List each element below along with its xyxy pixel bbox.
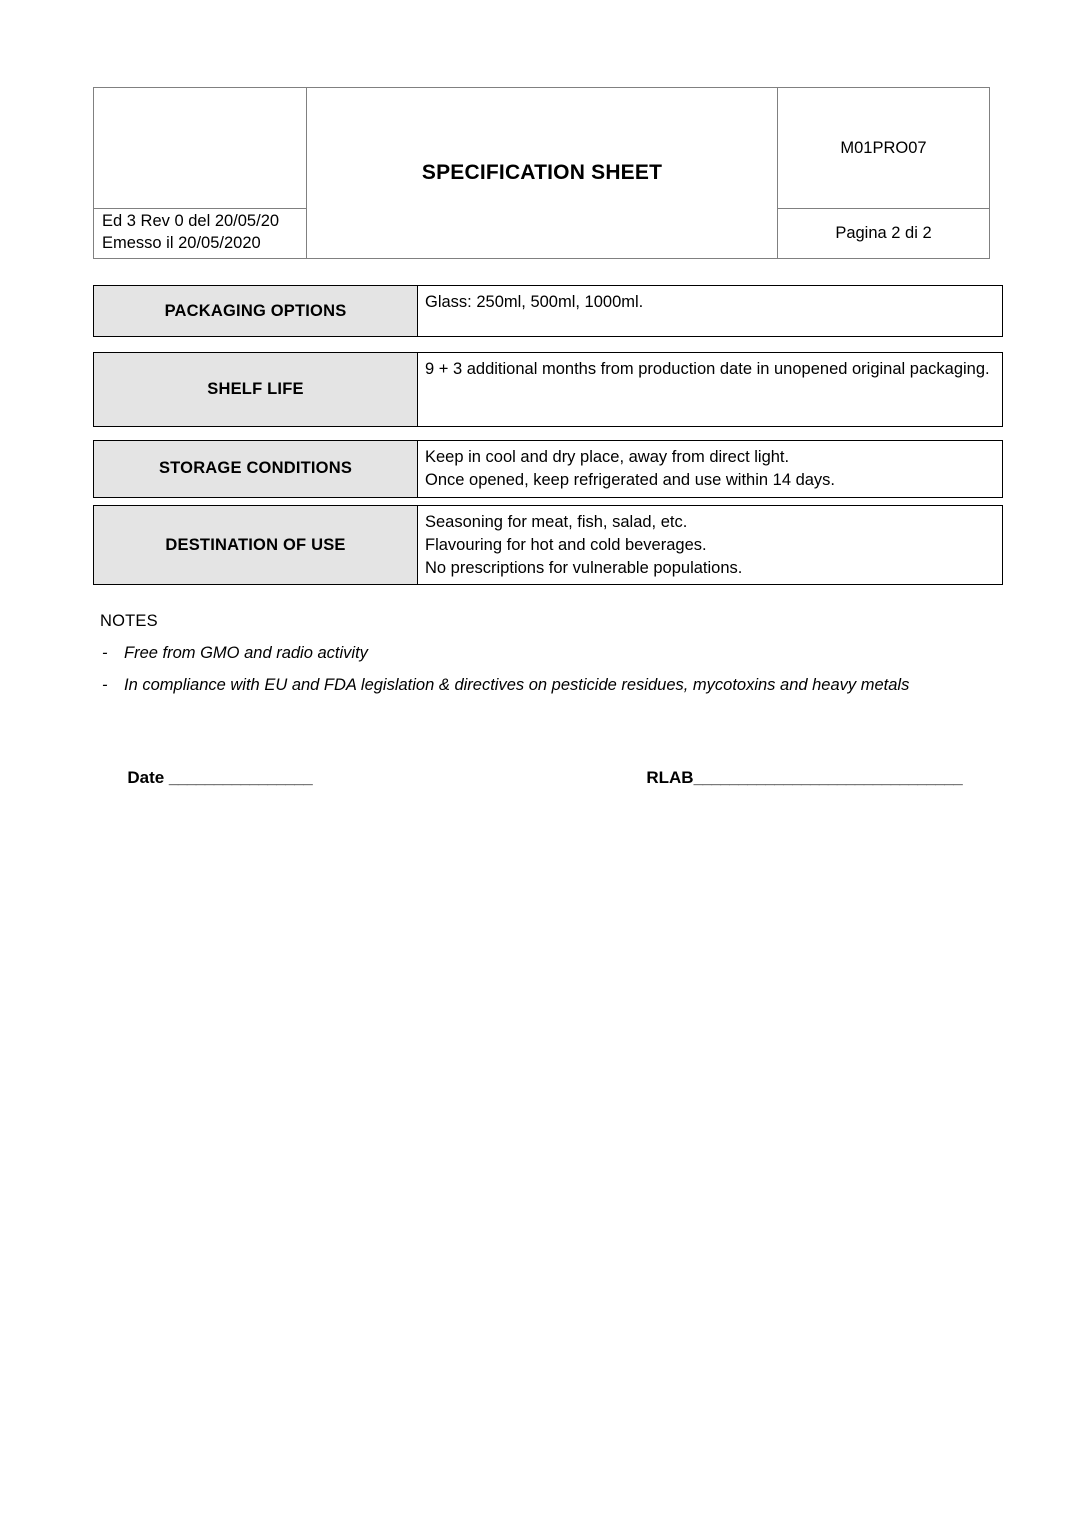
header-edition-cell xyxy=(94,209,307,259)
spec-value-destination-of-use xyxy=(418,506,1003,585)
spec-text-line: 9 + 3 additional months from production date in unopened original packaging. xyxy=(425,360,990,378)
spec-label-destination-of-use: DESTINATION OF USE xyxy=(94,506,418,585)
page-number-label: Pagina 2 di 2 xyxy=(835,224,932,242)
rlab-signature-field xyxy=(618,748,962,808)
note-text: Free from GMO and radio activity xyxy=(124,644,368,662)
spec-text-line: Glass: 250ml, 500ml, 1000ml. xyxy=(425,293,644,311)
spec-row-destination-of-use xyxy=(93,505,1003,585)
spec-row-storage-conditions xyxy=(93,440,1003,498)
note-text: In compliance with EU and FDA legislation & directives on pesticide residues, mycotoxins and heavy metals xyxy=(124,676,910,695)
spec-row-packaging-options xyxy=(93,285,1003,337)
note-list-item xyxy=(100,674,986,697)
spec-label-packaging-options: PACKAGING OPTIONS xyxy=(94,286,418,337)
spec-text-line: Keep in cool and dry place, away from direct light. xyxy=(425,448,790,466)
rlab-label: RLAB xyxy=(646,768,694,787)
spec-text-line: Flavouring for hot and cold beverages. xyxy=(425,535,707,554)
notes-section xyxy=(100,612,986,706)
note-list-item xyxy=(100,642,986,665)
header-logo-cell xyxy=(94,88,307,209)
spec-row-shelf-life xyxy=(93,352,1003,427)
note-bullet-dash: - xyxy=(102,676,108,695)
date-rule-line[interactable]: ________________ xyxy=(168,768,313,787)
spec-value-storage-conditions xyxy=(418,441,1003,498)
spec-text-line: Once opened, keep refrigerated and use within 14 days. xyxy=(425,470,836,489)
spec-value-packaging-options xyxy=(418,286,1003,337)
date-signature-field xyxy=(99,748,312,808)
edition-line-1: Ed 3 Rev 0 del 20/05/20 xyxy=(102,212,280,231)
spec-value-shelf-life xyxy=(418,353,1003,427)
spec-text-line: Seasoning for meat, fish, salad, etc. xyxy=(425,513,688,531)
edition-line-2: Emesso il 20/05/2020 xyxy=(102,234,261,252)
header-code-cell xyxy=(778,88,990,209)
spec-text-line: No prescriptions for vulnerable populations. xyxy=(425,558,743,577)
spec-label-storage-conditions: STORAGE CONDITIONS xyxy=(94,441,418,498)
page-title: SPECIFICATION SHEET xyxy=(421,161,663,184)
header-title-cell xyxy=(307,88,778,259)
date-label: Date xyxy=(127,768,169,787)
notes-heading: NOTES xyxy=(100,612,158,630)
spec-label-shelf-life: SHELF LIFE xyxy=(94,353,418,427)
document-header-table xyxy=(93,87,990,259)
document-code: M01PRO07 xyxy=(840,138,927,157)
signature-row xyxy=(99,748,986,787)
note-bullet-dash: - xyxy=(102,644,108,662)
header-page-cell xyxy=(778,209,990,259)
rlab-rule-line[interactable]: ______________________________ xyxy=(693,768,963,787)
